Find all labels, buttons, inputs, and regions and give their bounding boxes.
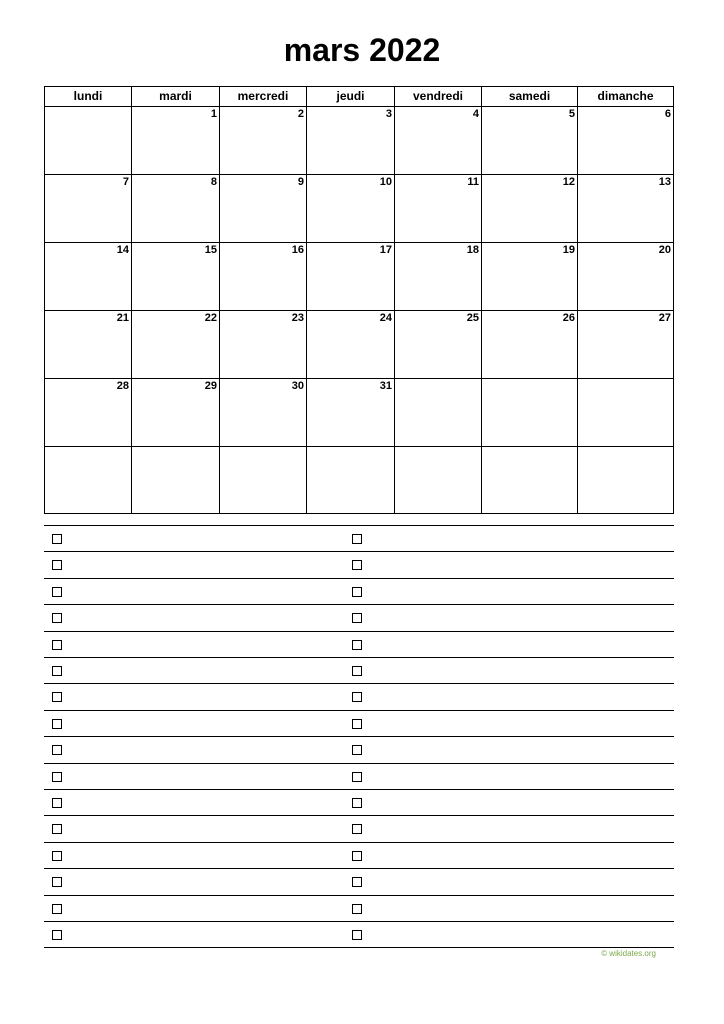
day-cell [45, 107, 132, 175]
day-cell [220, 175, 307, 243]
day-number: 10 [379, 176, 392, 188]
day-cell [578, 311, 673, 379]
checkbox-left[interactable] [52, 534, 62, 544]
day-number: 25 [466, 312, 479, 324]
checkbox-left[interactable] [52, 560, 62, 570]
day-cell [578, 447, 673, 513]
checkbox-right[interactable] [352, 560, 362, 570]
day-number: 5 [568, 108, 575, 120]
checkbox-right[interactable] [352, 851, 362, 861]
weekday-header: samedi [482, 87, 578, 107]
day-number: 21 [116, 312, 129, 324]
day-cell [482, 175, 578, 243]
day-cell [395, 243, 482, 311]
day-cell [132, 243, 220, 311]
checkbox-right[interactable] [352, 640, 362, 650]
day-cell [395, 379, 482, 447]
todo-row [44, 604, 674, 630]
checkbox-right[interactable] [352, 745, 362, 755]
day-number: 26 [562, 312, 575, 324]
day-number: 24 [379, 312, 392, 324]
todo-row [44, 842, 674, 868]
checkbox-right[interactable] [352, 798, 362, 808]
checkbox-left[interactable] [52, 851, 62, 861]
todo-row [44, 868, 674, 894]
day-number: 27 [658, 312, 671, 324]
day-cell [307, 447, 395, 513]
day-number: 1 [210, 108, 217, 120]
day-number: 9 [297, 176, 304, 188]
day-number: 19 [562, 244, 575, 256]
day-cell [220, 379, 307, 447]
day-cell [220, 311, 307, 379]
checkbox-left[interactable] [52, 692, 62, 702]
day-number: 23 [291, 312, 304, 324]
page-title: mars 2022 [283, 32, 441, 68]
day-cell [395, 311, 482, 379]
day-cell [220, 447, 307, 513]
todo-row [44, 710, 674, 736]
todo-row [44, 657, 674, 683]
weekday-header: mardi [132, 87, 220, 107]
day-number: 30 [291, 380, 304, 392]
checkbox-right[interactable] [352, 613, 362, 623]
checkbox-right[interactable] [352, 772, 362, 782]
todo-row [44, 683, 674, 709]
day-cell [482, 447, 578, 513]
day-cell [578, 175, 673, 243]
weekday-header: jeudi [307, 87, 395, 107]
day-number: 20 [658, 244, 671, 256]
day-cell [220, 243, 307, 311]
day-cell [132, 107, 220, 175]
day-number: 16 [291, 244, 304, 256]
day-cell [45, 311, 132, 379]
day-cell [220, 107, 307, 175]
day-cell [45, 447, 132, 513]
checkbox-left[interactable] [52, 772, 62, 782]
day-number: 11 [467, 176, 479, 188]
checkbox-left[interactable] [52, 877, 62, 887]
day-cell [132, 175, 220, 243]
todo-row [44, 551, 674, 577]
checkbox-right[interactable] [352, 904, 362, 914]
day-cell [482, 311, 578, 379]
day-number: 3 [385, 108, 392, 120]
day-cell [45, 243, 132, 311]
checkbox-left[interactable] [52, 930, 62, 940]
checkbox-left[interactable] [52, 640, 62, 650]
day-number: 13 [658, 176, 671, 188]
day-number: 7 [122, 176, 129, 188]
day-cell [307, 175, 395, 243]
todo-row [44, 815, 674, 841]
day-cell [132, 379, 220, 447]
day-cell [132, 447, 220, 513]
day-number: 22 [204, 312, 217, 324]
day-cell [307, 107, 395, 175]
day-cell [45, 175, 132, 243]
day-number: 31 [379, 380, 392, 392]
day-number: 18 [466, 244, 479, 256]
checkbox-right[interactable] [352, 534, 362, 544]
checkbox-left[interactable] [52, 587, 62, 597]
day-cell [482, 243, 578, 311]
day-number: 17 [379, 244, 392, 256]
checkbox-left[interactable] [52, 613, 62, 623]
day-cell [578, 243, 673, 311]
checkbox-right[interactable] [352, 692, 362, 702]
day-number: 12 [562, 176, 575, 188]
todo-row [44, 921, 674, 947]
day-cell [482, 107, 578, 175]
day-number: 6 [664, 108, 671, 120]
day-number: 8 [210, 176, 217, 188]
day-cell [578, 379, 673, 447]
weekday-header: lundi [45, 87, 132, 107]
todo-row [44, 525, 674, 551]
checkbox-left[interactable] [52, 745, 62, 755]
todo-row [44, 789, 674, 815]
day-number: 4 [472, 108, 479, 120]
calendar-grid [44, 86, 674, 514]
day-cell [395, 175, 482, 243]
todo-row [44, 578, 674, 604]
checkbox-left[interactable] [52, 666, 62, 676]
checkbox-right[interactable] [352, 824, 362, 834]
day-number: 14 [116, 244, 129, 256]
day-cell [307, 311, 395, 379]
todo-row [44, 631, 674, 657]
day-cell [307, 379, 395, 447]
todo-bottom-rule [44, 947, 674, 948]
weekday-header: mercredi [220, 87, 307, 107]
todo-row [44, 895, 674, 921]
weekday-header: vendredi [395, 87, 482, 107]
day-number: 28 [116, 380, 129, 392]
checkbox-right[interactable] [352, 666, 362, 676]
day-cell [482, 379, 578, 447]
day-cell [578, 107, 673, 175]
checkbox-left[interactable] [52, 719, 62, 729]
day-number: 29 [204, 380, 217, 392]
weekday-header: dimanche [578, 87, 673, 107]
checkbox-right[interactable] [352, 719, 362, 729]
todo-row [44, 763, 674, 789]
day-cell [45, 379, 132, 447]
checkbox-left[interactable] [52, 798, 62, 808]
day-cell [307, 243, 395, 311]
day-number: 2 [297, 108, 304, 120]
footer-credit[interactable]: © wikidates.org [601, 949, 656, 958]
checkbox-left[interactable] [52, 824, 62, 834]
day-number: 15 [204, 244, 217, 256]
todo-row [44, 736, 674, 762]
checkbox-right[interactable] [352, 877, 362, 887]
checkbox-right[interactable] [352, 587, 362, 597]
checkbox-right[interactable] [352, 930, 362, 940]
checkbox-left[interactable] [52, 904, 62, 914]
day-cell [395, 447, 482, 513]
day-cell [395, 107, 482, 175]
day-cell [132, 311, 220, 379]
